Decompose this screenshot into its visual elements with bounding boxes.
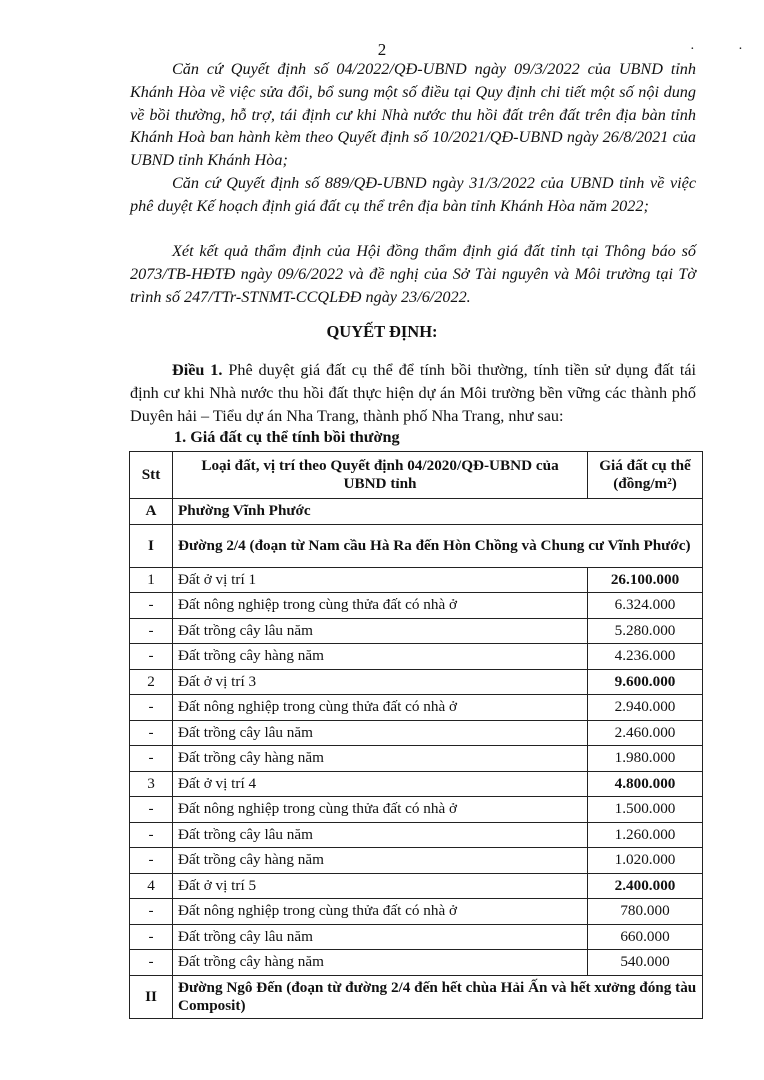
cell-stt: 1 (130, 567, 173, 593)
cell-land-type: Đất trồng cây lâu năm (173, 720, 588, 746)
table-row (130, 848, 703, 874)
table-row (130, 524, 703, 567)
cell-price: 1.020.000 (588, 848, 703, 874)
page-number: 2 (377, 40, 387, 59)
cell-land-type: Đất trồng cây lâu năm (173, 924, 588, 950)
cell-land-type: Đất trồng cây hàng năm (173, 848, 588, 874)
cell-price: 4.800.000 (588, 771, 703, 797)
cell-price: 1.500.000 (588, 797, 703, 823)
table-row (130, 567, 703, 593)
table-row (130, 975, 703, 1018)
cell-stt: - (130, 618, 173, 644)
table-row (130, 924, 703, 950)
cell-stt: - (130, 950, 173, 976)
cell-stt: - (130, 746, 173, 772)
cell-stt: - (130, 644, 173, 670)
corner-mark: · · (690, 42, 763, 57)
table-row (130, 797, 703, 823)
cell-price: 2.400.000 (588, 873, 703, 899)
table-row (130, 822, 703, 848)
table-row (130, 720, 703, 746)
paragraph-legal-basis-1 (130, 58, 696, 172)
cell-land-type: Đường 2/4 (đoạn từ Nam cầu Hà Ra đến Hòn Chồng và Chung cư Vĩnh Phước) (173, 524, 703, 567)
section-1-heading: 1. Giá đất cụ thể tính bồi thường (174, 428, 400, 446)
cell-land-type: Đất nông nghiệp trong cùng thửa đất có nhà ở (173, 593, 588, 619)
table-row (130, 746, 703, 772)
cell-land-type: Đất trồng cây lâu năm (173, 822, 588, 848)
cell-land-type: Đất trồng cây hàng năm (173, 950, 588, 976)
cell-price: 2.940.000 (588, 695, 703, 721)
table-header-row (130, 452, 703, 499)
cell-land-type: Đất ở vị trí 5 (173, 873, 588, 899)
table-row (130, 771, 703, 797)
paragraph-text: Căn cứ Quyết định số 889/QĐ-UBND ngày 31/3/2022 của UBND tỉnh về việc phê duyệt Kế hoạch định giá đất cụ thể trên địa bàn tỉnh Khánh Hòa năm 2022; (130, 174, 696, 215)
cell-price: 1.980.000 (588, 746, 703, 772)
cell-stt: - (130, 848, 173, 874)
cell-stt: I (130, 524, 173, 567)
cell-price: 26.100.000 (588, 567, 703, 593)
cell-price: 6.324.000 (588, 593, 703, 619)
cell-price: 1.260.000 (588, 822, 703, 848)
cell-stt: - (130, 797, 173, 823)
table-row (130, 899, 703, 925)
table-row (130, 873, 703, 899)
cell-price: 780.000 (588, 899, 703, 925)
table-row (130, 695, 703, 721)
header-stt: Stt (130, 452, 173, 499)
cell-land-type: Đất ở vị trí 4 (173, 771, 588, 797)
cell-land-type: Đất nông nghiệp trong cùng thửa đất có nhà ở (173, 695, 588, 721)
cell-price: 540.000 (588, 950, 703, 976)
cell-land-type: Đường Ngô Đến (đoạn từ đường 2/4 đến hết chùa Hải Ấn và hết xưởng đóng tàu Composit) (173, 975, 703, 1018)
article-1 (130, 359, 696, 427)
cell-land-type: Đất trồng cây hàng năm (173, 644, 588, 670)
cell-price: 5.280.000 (588, 618, 703, 644)
cell-land-type: Phường Vĩnh Phước (173, 499, 703, 525)
decision-title: QUYẾT ĐỊNH: (326, 322, 438, 341)
cell-stt: - (130, 899, 173, 925)
table-body (130, 499, 703, 1019)
cell-land-type: Đất ở vị trí 1 (173, 567, 588, 593)
cell-stt: 2 (130, 669, 173, 695)
cell-stt: 3 (130, 771, 173, 797)
table-row (130, 644, 703, 670)
price-table (129, 451, 703, 1019)
paragraph-text: Căn cứ Quyết định số 04/2022/QĐ-UBND ngày 09/3/2022 của UBND tỉnh Khánh Hòa về việc sửa đổi, bổ sung một số điều tại Quy định chi tiết một số nội dung về bồi thường, hỗ trợ, tái định cư khi Nhà nước thu hồi đất trên đất trên địa bàn tỉnh Khánh Hoà ban hành kèm theo Quyết định số 10/2021/QĐ-UBND ngày 26/8/2021 của UBND tỉnh Khánh Hòa; (130, 60, 696, 170)
cell-stt: 4 (130, 873, 173, 899)
paragraph-legal-basis-2 (130, 172, 696, 218)
cell-stt: II (130, 975, 173, 1018)
paragraph-appraisal (130, 240, 696, 308)
article-1-text: Phê duyệt giá đất cụ thể để tính bồi thường, tính tiền sử dụng đất tái định cư khi Nhà nước thu hồi đất thực hiện dự án Môi trường bền vững các thành phố Duyên hải – Tiểu dự án Nha Trang, thành phố Nha Trang, như sau: (130, 361, 697, 425)
cell-stt: - (130, 924, 173, 950)
cell-land-type: Đất nông nghiệp trong cùng thửa đất có nhà ở (173, 899, 588, 925)
cell-stt: A (130, 499, 173, 525)
paragraph-text: Xét kết quả thẩm định của Hội đồng thẩm định giá đất tỉnh tại Thông báo số 2073/TB-HĐTĐ ngày 09/6/2022 và đề nghị của Sở Tài nguyên và Môi trường tại Tờ trình số 247/TTr-STNMT-CCQLĐĐ ngày 23/6/2022. (130, 242, 696, 306)
cell-price: 4.236.000 (588, 644, 703, 670)
table-row (130, 618, 703, 644)
table-row (130, 950, 703, 976)
cell-price: 660.000 (588, 924, 703, 950)
cell-land-type: Đất trồng cây lâu năm (173, 618, 588, 644)
cell-stt: - (130, 593, 173, 619)
cell-land-type: Đất trồng cây hàng năm (173, 746, 588, 772)
cell-stt: - (130, 720, 173, 746)
table-row (130, 499, 703, 525)
cell-land-type: Đất ở vị trí 3 (173, 669, 588, 695)
cell-land-type: Đất nông nghiệp trong cùng thửa đất có nhà ở (173, 797, 588, 823)
table-row (130, 593, 703, 619)
table-row (130, 669, 703, 695)
cell-price: 9.600.000 (588, 669, 703, 695)
cell-stt: - (130, 822, 173, 848)
cell-price: 2.460.000 (588, 720, 703, 746)
cell-stt: - (130, 695, 173, 721)
header-price: Giá đất cụ thể (đồng/m²) (588, 452, 703, 499)
article-1-label: Điều 1. (172, 361, 223, 379)
header-land-type: Loại đất, vị trí theo Quyết định 04/2020/QĐ-UBND của UBND tỉnh (173, 452, 588, 499)
